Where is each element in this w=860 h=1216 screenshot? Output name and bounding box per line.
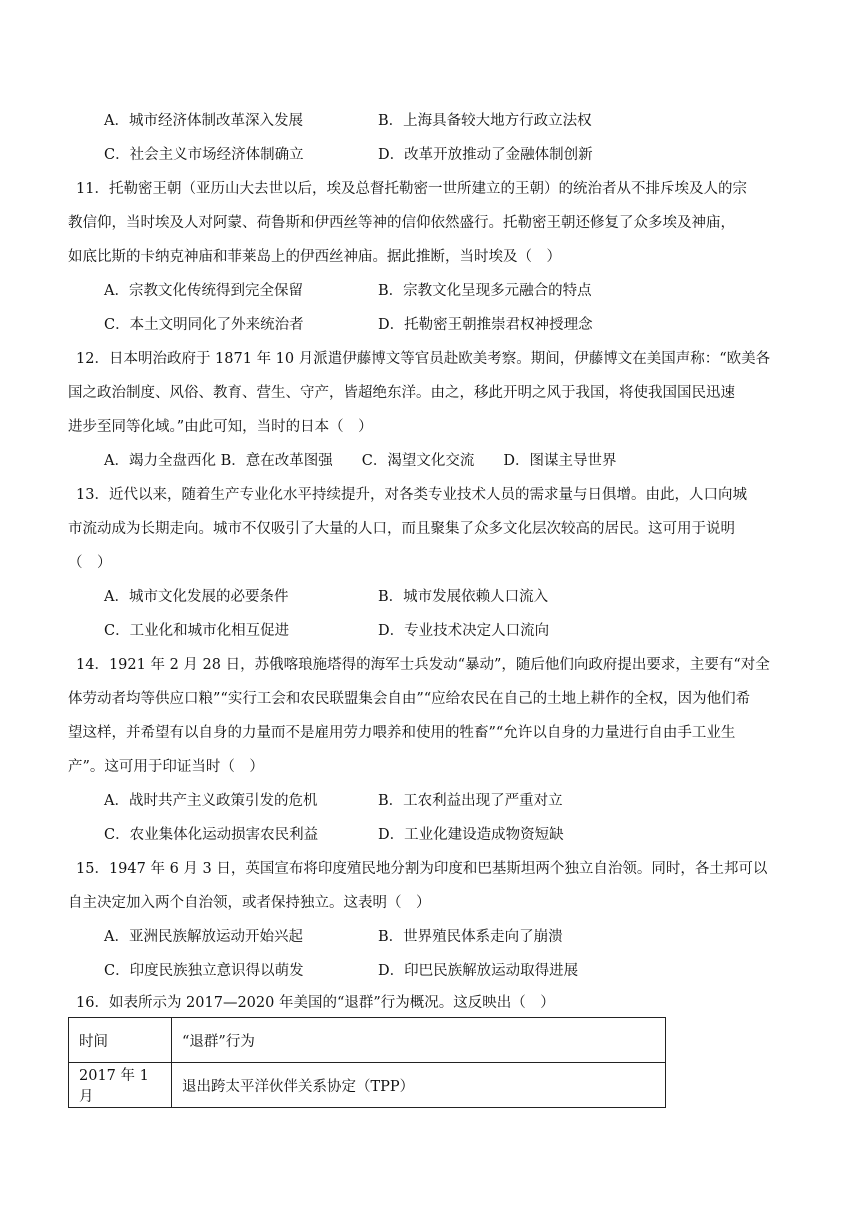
q11-option-c: C．本土文明同化了外来统治者	[104, 317, 304, 333]
q13-stem-line: 13．近代以来，随着生产专业化水平持续提升，对各类专业技术人员的需求量与日俱增。由此，人口向城	[76, 487, 747, 503]
table-cell: 2017 年 1 月	[69, 1063, 172, 1108]
q11-stem-line: 教信仰，当时埃及人对阿蒙、荷鲁斯和伊西丝等神的信仰依然盛行。托勒密王朝还修复了众多埃及神庙，	[68, 215, 735, 231]
q14-option-d: D．工业化建设造成物资短缺	[378, 827, 564, 843]
q15-stem-line: 自主决定加入两个自治领，或者保持独立。这表明（ ）	[68, 895, 431, 911]
q11-option-d: D．托勒密王朝推崇君权神授理念	[378, 317, 593, 333]
q12-stem-line: 进步至同等化域。”由此可知，当时的日本（ ）	[68, 419, 373, 435]
withdrawal-table	[68, 1017, 666, 1108]
q12-stem-line: 12．日本明治政府于 1871 年 10 月派遣伊藤博文等官员赴欧美考察。期间，伊藤博文在美国声称：“欧美各	[76, 351, 771, 367]
table-row	[69, 1063, 666, 1108]
q15-stem-line: 15．1947 年 6 月 3 日，英国宣布将印度殖民地分割为印度和巴基斯坦两个独立自治领。同时，各土邦可以	[76, 861, 768, 877]
q10-option-c: C．社会主义市场经济体制确立	[104, 147, 304, 163]
q13-stem-line: （ ）	[68, 555, 112, 571]
q13-option-c: C．工业化和城市化相互促进	[104, 623, 290, 639]
q11-option-a: A．宗教文化传统得到完全保留	[104, 283, 303, 299]
q15-option-a: A．亚洲民族解放运动开始兴起	[104, 929, 303, 945]
q14-stem-line: 产”。这可用于印证当时（ ）	[68, 759, 264, 775]
table-header-cell: 时间	[69, 1018, 172, 1063]
table-cell: 退出跨太平洋伙伴关系协定（TPP）	[172, 1063, 666, 1108]
q14-option-b: B．工农利益出现了严重对立	[378, 793, 563, 809]
q13-option-b: B．城市发展依赖人口流入	[378, 589, 549, 605]
q10-option-a: A．城市经济体制改革深入发展	[104, 113, 303, 129]
q11-stem-line: 11．托勒密王朝（亚历山大去世以后，埃及总督托勒密一世所建立的王朝）的统治者从不排斥埃及人的宗	[76, 181, 747, 197]
q11-option-b: B．宗教文化呈现多元融合的特点	[378, 283, 592, 299]
q15-option-c: C．印度民族独立意识得以萌发	[104, 963, 304, 979]
q14-option-a: A．战时共产主义政策引发的危机	[104, 793, 318, 809]
q13-stem-line: 市流动成为长期走向。城市不仅吸引了大量的人口，而且聚集了众多文化层次较高的居民。这可用于说明	[68, 521, 735, 537]
q14-option-c: C．农业集体化运动损害农民利益	[104, 827, 319, 843]
table-header-row	[69, 1018, 666, 1063]
q14-stem-line: 望这样，并希望有以自身的力量而不是雇用劳力喂养和使用的牲畜”“允许以自身的力量进行自由手工业生	[68, 725, 736, 741]
q14-stem-line: 14．1921 年 2 月 28 日，苏俄喀琅施塔得的海军士兵发动“暴动”，随后他们向政府提出要求，主要有“对全	[76, 657, 770, 673]
q15-option-b: B．世界殖民体系走向了崩溃	[378, 929, 563, 945]
q10-option-d: D．改革开放推动了金融体制创新	[378, 147, 593, 163]
table-header-cell: “退群”行为	[172, 1018, 666, 1063]
q16-stem: 16．如表所示为 2017—2020 年美国的“退群”行为概况。这反映出（ ）	[76, 995, 555, 1011]
q15-option-d: D．印巴民族解放运动取得进展	[378, 963, 579, 979]
q13-option-a: A．城市文化发展的必要条件	[104, 589, 289, 605]
q12-options: A．竭力全盘西化 B．意在改革图强 C．渴望文化交流 D．图谋主导世界	[104, 453, 617, 469]
q10-option-b: B．上海具备较大地方行政立法权	[378, 113, 592, 129]
q14-stem-line: 体劳动者均等供应口粮”“实行工会和农民联盟集会自由”“应给农民在自己的土地上耕作的全权，因为他们希	[68, 691, 751, 707]
q12-stem-line: 国之政治制度、风俗、教育、营生、守产，皆超绝东洋。由之，移此开明之风于我国，将使我国国民迅速	[68, 385, 735, 401]
q13-option-d: D．专业技术决定人口流向	[378, 623, 550, 639]
q11-stem-line: 如底比斯的卡纳克神庙和菲莱岛上的伊西丝神庙。据此推断，当时埃及（ ）	[68, 249, 561, 265]
